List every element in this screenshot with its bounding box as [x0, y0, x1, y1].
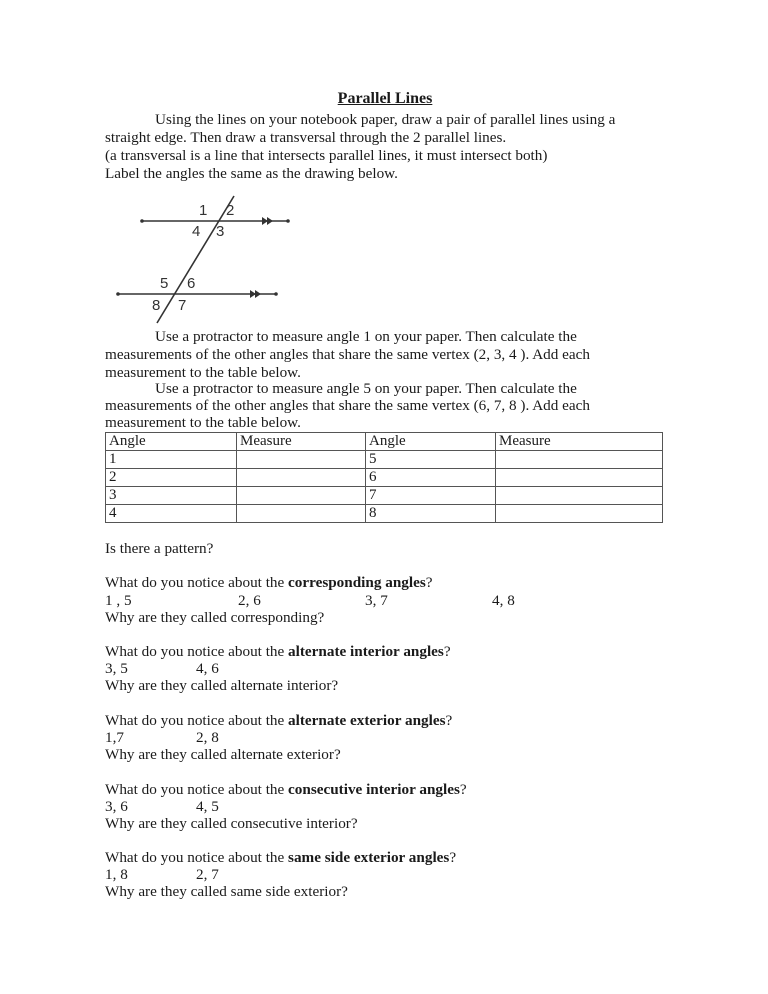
angle-cell: 4 — [106, 505, 237, 523]
table-header: Measure — [496, 433, 663, 451]
why-question: Why are they called same side exterior? — [105, 883, 348, 900]
measure-cell[interactable] — [496, 505, 663, 523]
pattern-question: Is there a pattern? — [105, 540, 214, 557]
question-consecutive-interior: What do you notice about the consecutive interior angles? — [105, 781, 467, 798]
question-alternate-interior: What do you notice about the alternate interior angles? — [105, 643, 451, 660]
term: alternate interior angles — [288, 643, 444, 660]
measure-cell[interactable] — [237, 505, 366, 523]
measure-cell[interactable] — [237, 451, 366, 469]
angle-label-5: 5 — [160, 275, 169, 292]
transversal-line — [157, 196, 234, 323]
why-question: Why are they called consecutive interior? — [105, 815, 358, 832]
angle-measure-table — [105, 432, 663, 523]
angle-pair: 2, 7 — [196, 866, 219, 883]
term: alternate exterior angles — [288, 712, 446, 729]
measure-cell[interactable] — [496, 469, 663, 487]
angle-pair: 4, 8 — [492, 592, 515, 609]
term: same side exterior angles — [288, 849, 450, 866]
why-question: Why are they called alternate exterior? — [105, 746, 341, 763]
angle-pair: 3, 6 — [105, 798, 128, 815]
angle-label-7: 7 — [178, 297, 187, 314]
angle-pair: 1, 8 — [105, 866, 128, 883]
angle-pair: 1 , 5 — [105, 592, 132, 609]
table-row — [106, 505, 663, 523]
angle-pair: 3, 7 — [365, 592, 388, 609]
measure-cell[interactable] — [237, 487, 366, 505]
question-same-side-exterior: What do you notice about the same side exterior angles? — [105, 849, 457, 866]
question-corresponding: What do you notice about the corresponding angles? — [105, 574, 433, 591]
intro-line: (a transversal is a line that intersects parallel lines, it must intersect both) — [105, 147, 548, 164]
why-question: Why are they called corresponding? — [105, 609, 325, 626]
angle-label-4: 4 — [192, 223, 201, 240]
table-row — [106, 487, 663, 505]
measure-cell[interactable] — [496, 487, 663, 505]
instruction-line: Use a protractor to measure angle 5 on your paper. Then calculate the — [155, 380, 577, 397]
angle-pair: 4, 5 — [196, 798, 219, 815]
angle-label-2: 2 — [226, 202, 235, 219]
instruction-line: Use a protractor to measure angle 1 on your paper. Then calculate the — [155, 328, 577, 345]
table-header: Measure — [237, 433, 366, 451]
table-header-row — [106, 433, 663, 451]
question-alternate-exterior: What do you notice about the alternate exterior angles? — [105, 712, 453, 729]
page-title: Parallel Lines — [337, 90, 433, 107]
instruction-line: measurement to the table below. — [105, 414, 301, 431]
table-header: Angle — [366, 433, 496, 451]
term: corresponding angles — [288, 574, 426, 591]
angle-cell: 5 — [366, 451, 496, 469]
intro-line: straight edge. Then draw a transversal through the 2 parallel lines. — [105, 129, 507, 146]
term: consecutive interior angles — [288, 781, 460, 798]
angle-cell: 6 — [366, 469, 496, 487]
instruction-line: measurements of the other angles that share the same vertex (6, 7, 8 ). Add each — [105, 397, 590, 414]
angle-pair: 2, 8 — [196, 729, 219, 746]
table-row — [106, 451, 663, 469]
angle-label-3: 3 — [216, 223, 225, 240]
angle-cell: 2 — [106, 469, 237, 487]
table-row — [106, 469, 663, 487]
parallel-lines-diagram — [0, 0, 768, 340]
angle-cell: 8 — [366, 505, 496, 523]
angle-pair: 3, 5 — [105, 660, 128, 677]
angle-label-8: 8 — [152, 297, 161, 314]
angle-cell: 7 — [366, 487, 496, 505]
angle-cell: 1 — [106, 451, 237, 469]
why-question: Why are they called alternate interior? — [105, 677, 339, 694]
table-header: Angle — [106, 433, 237, 451]
instruction-line: measurements of the other angles that share the same vertex (2, 3, 4 ). Add each — [105, 346, 590, 363]
instruction-line: measurement to the table below. — [105, 364, 301, 381]
intro-line: Using the lines on your notebook paper, draw a pair of parallel lines using a — [155, 111, 616, 128]
angle-label-6: 6 — [187, 275, 196, 292]
angle-pair: 2, 6 — [238, 592, 261, 609]
angle-label-1: 1 — [199, 202, 208, 219]
angle-cell: 3 — [106, 487, 237, 505]
measure-cell[interactable] — [496, 451, 663, 469]
measure-cell[interactable] — [237, 469, 366, 487]
angle-pair: 4, 6 — [196, 660, 219, 677]
intro-line: Label the angles the same as the drawing below. — [105, 165, 398, 182]
angle-pair: 1,7 — [105, 729, 124, 746]
